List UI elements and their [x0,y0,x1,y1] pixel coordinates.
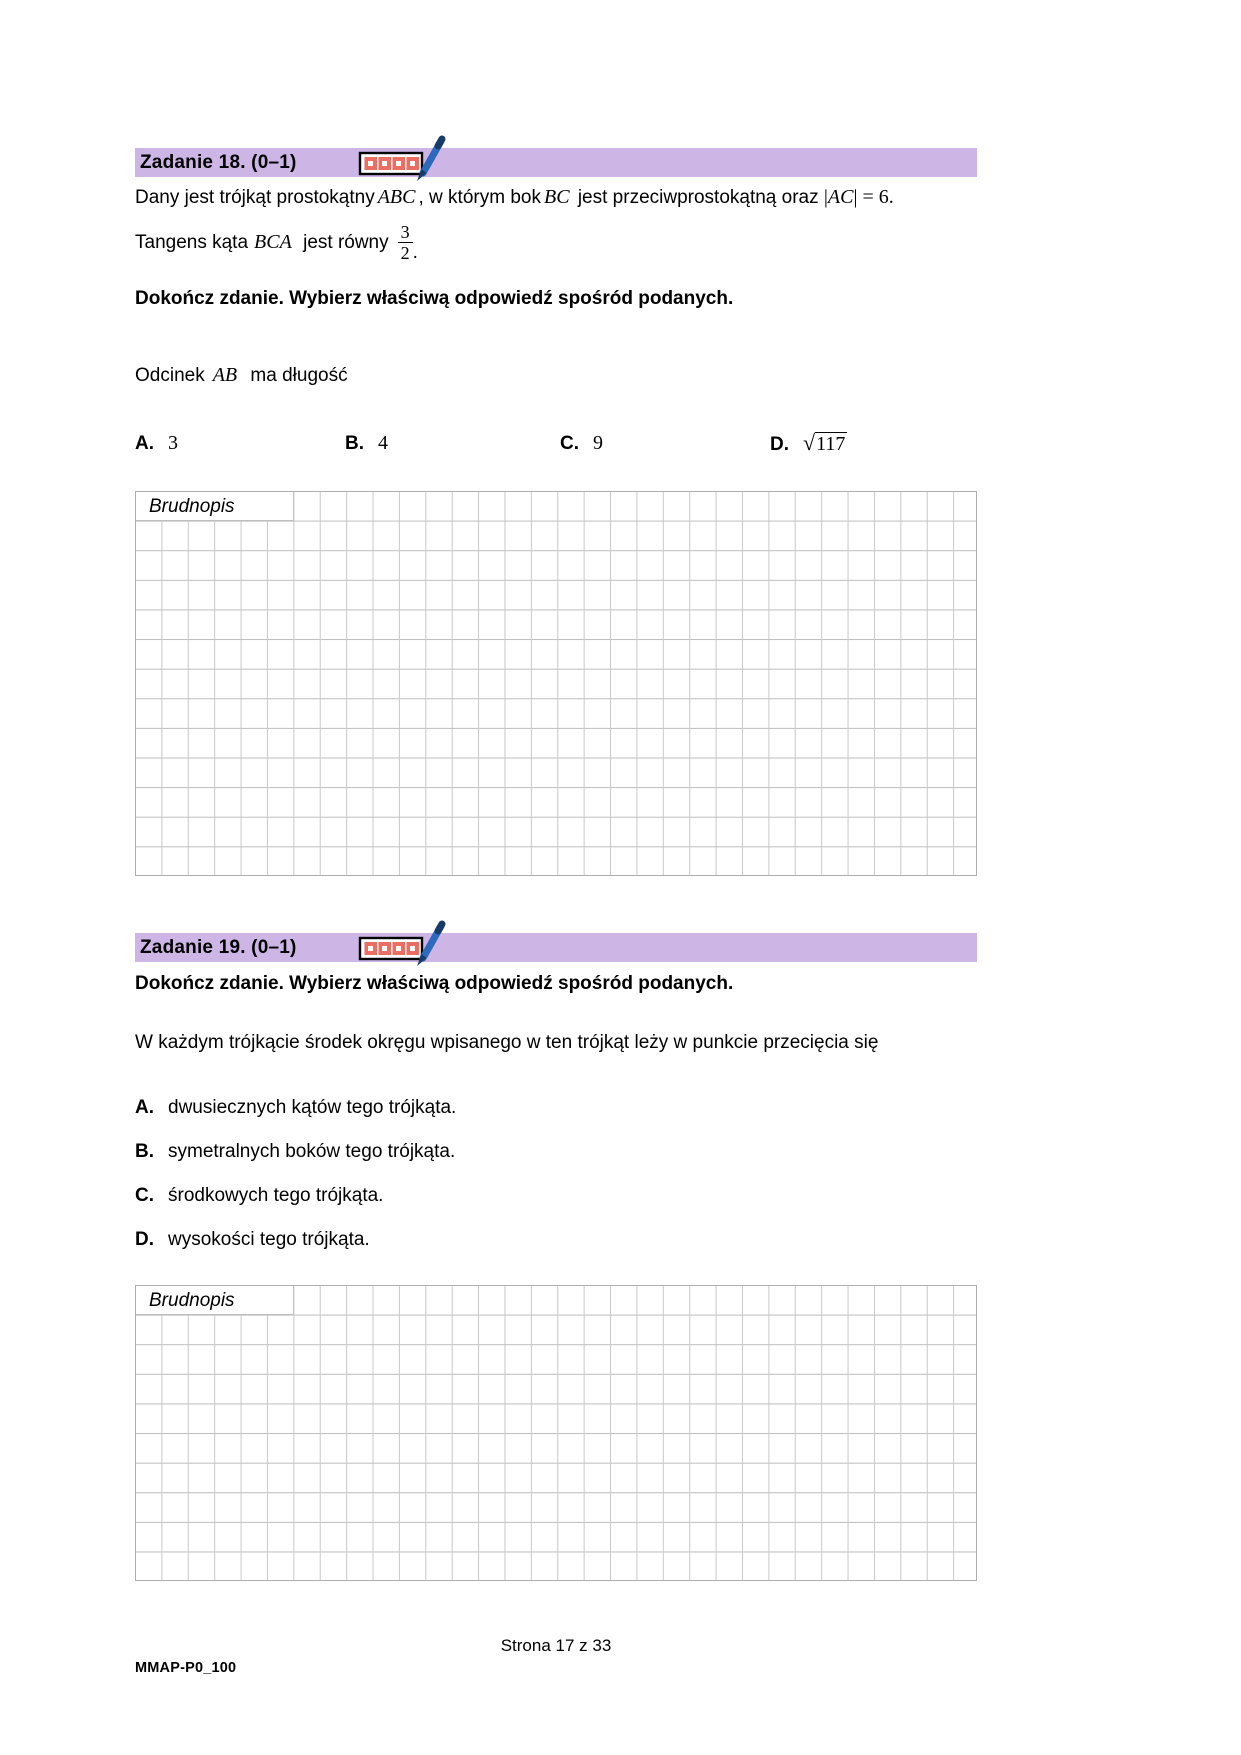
option-text: symetralnych boków tego trójkąta. [168,1141,456,1162]
fraction-three-halves [398,222,413,263]
answer-value: 3 [168,432,178,454]
math-var-ac: AC [827,186,854,208]
sqrt-radical-icon: √ [803,430,816,455]
answer-option-d [770,432,847,456]
page-number: Strona 17 z 33 [500,1636,612,1655]
answer-value-sqrt [803,432,847,456]
text-segment: jest przeciwprostokątną oraz [572,187,824,208]
math-var-bc: BC [543,186,570,208]
task18-instruction: Dokończ zdanie. Wybierz właściwą odpowiedź spośród podanych. [135,288,734,309]
text-segment: ma długość [245,365,348,386]
text-segment: Tangens kąta [135,231,249,253]
text-segment: Dany jest trójkąt prostokątny [135,187,375,208]
task19-option-a [135,1097,977,1119]
math-abs-bar: | [823,186,828,208]
form-code: MMAP-P0_100 [135,1660,237,1676]
answer-option-c [560,432,603,455]
math-var-abc: ABC [377,186,416,208]
brudnopis-grid-2 [135,1285,977,1581]
answer-card-icon [360,153,422,174]
text-segment: Odcinek [135,365,205,386]
answer-option-b [345,432,388,455]
task19-instruction: Dokończ zdanie. Wybierz właściwą odpowiedź spośród podanych. [135,973,734,994]
task18-statement-line1 [135,186,977,209]
task18-header-bar [135,148,977,177]
answer-card-icon [360,938,422,959]
task19-option-b [135,1141,977,1163]
option-letter: C. [135,1185,154,1206]
answer-card-pen-icon [357,918,452,968]
math-var-bca: BCA [254,230,292,253]
brudnopis-text: Brudnopis [149,1290,235,1311]
answer-letter: C. [560,433,579,454]
option-letter: D. [135,1229,154,1250]
brudnopis-text: Brudnopis [149,496,235,517]
task19-question: W każdym trójkącie środek okręgu wpisanego w ten trójkąt leży w punkcie przecięcia się [135,1032,879,1053]
answer-letter: B. [345,433,364,454]
task19-header-bar [135,933,977,962]
task18-statement-line2 [135,216,977,268]
option-text: dwusiecznych kątów tego trójkąta. [168,1097,457,1118]
text-segment: , w którym bok [418,187,541,208]
fraction-denominator: 2 [400,242,410,263]
answer-letter: A. [135,433,154,454]
text-segment: jest równy [297,231,389,253]
option-text: środkowych tego trójkąta. [168,1185,384,1206]
task18-title: Zadanie 18. (0–1) [140,151,297,173]
task19-option-c [135,1185,977,1207]
task18-answers-row [135,432,977,458]
answer-value: 9 [593,432,603,454]
task18-question-line [135,364,977,387]
fraction-numerator: 3 [398,222,413,243]
answer-value: 4 [378,432,388,454]
sqrt-radicand: 117 [816,433,846,455]
option-letter: B. [135,1141,154,1162]
task19-option-d [135,1229,977,1251]
option-text: wysokości tego trójkąta. [168,1229,370,1250]
math-equals-six: | = 6. [853,186,894,208]
brudnopis-grid-1 [135,491,977,876]
period: . [412,242,418,263]
answer-card-pen-icon [357,133,452,183]
math-var-ab: AB [212,364,238,386]
brudnopis-label [136,492,294,521]
task19-title: Zadanie 19. (0–1) [140,936,297,958]
option-letter: A. [135,1097,154,1118]
answer-option-a [135,432,178,455]
brudnopis-label [136,1286,294,1315]
answer-letter: D. [770,434,789,455]
